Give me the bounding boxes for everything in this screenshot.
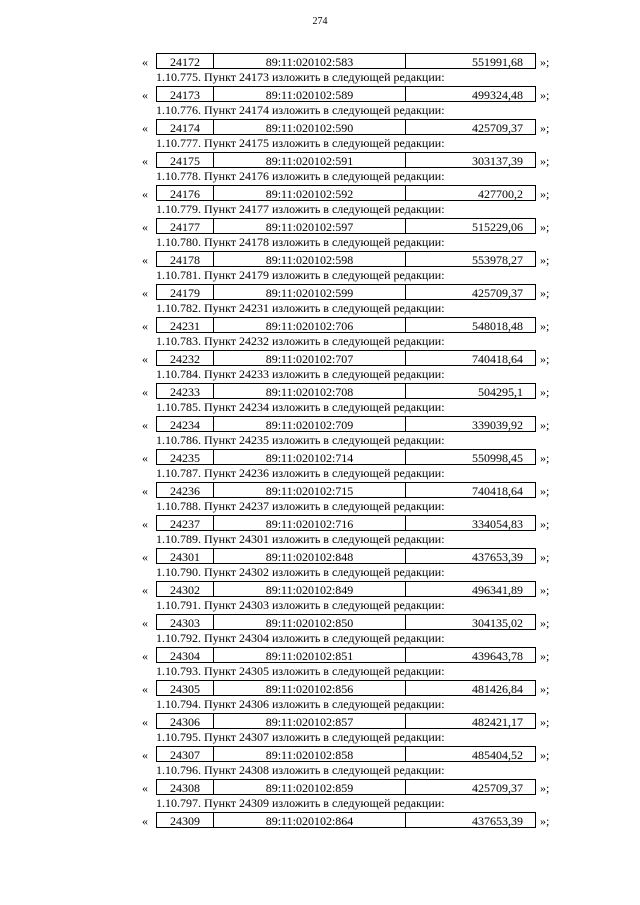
section-heading: 1.10.775. Пункт 24173 изложить в следующей редакции: (156, 70, 445, 84)
cell-item-number: 24176 (157, 186, 214, 200)
cell-value: 437653,39 (472, 814, 523, 828)
close-quote: »; (540, 649, 550, 663)
close-quote: »; (540, 220, 550, 234)
table-row (142, 249, 562, 269)
section-heading: 1.10.787. Пункт 24236 изложить в следующей редакции: (156, 466, 445, 480)
open-quote: « (142, 649, 148, 663)
table-cells (156, 614, 536, 630)
cell-value: 334054,83 (472, 517, 523, 531)
page-number: 274 (312, 16, 328, 27)
section-heading: 1.10.788. Пункт 24237 изложить в следующей редакции: (156, 499, 445, 513)
close-quote: »; (540, 616, 550, 630)
cell-item-number: 24175 (157, 153, 214, 167)
cell-item-number: 24232 (157, 351, 214, 365)
cell-cadastral-number: 89:11:020102:592 (214, 186, 406, 200)
table-row (142, 150, 562, 170)
open-quote: « (142, 55, 148, 69)
table-row (142, 579, 562, 599)
close-quote: »; (540, 286, 550, 300)
open-quote: « (142, 220, 148, 234)
cell-value: 427700,2 (478, 187, 523, 201)
table-row (142, 348, 562, 368)
cell-cadastral-number: 89:11:020102:591 (214, 153, 406, 167)
cell-item-number: 24177 (157, 219, 214, 233)
cell-value: 481426,84 (472, 682, 523, 696)
table-cells (156, 416, 536, 432)
cell-value: 485404,52 (472, 748, 523, 762)
cell-value: 303137,39 (472, 154, 523, 168)
section-heading: 1.10.784. Пункт 24233 изложить в следующей редакции: (156, 367, 445, 381)
table-row (142, 117, 562, 137)
cell-value: 425709,37 (472, 781, 523, 795)
open-quote: « (142, 451, 148, 465)
section-heading: 1.10.791. Пункт 24303 изложить в следующей редакции: (156, 598, 445, 612)
cell-item-number: 24231 (157, 318, 214, 332)
cell-cadastral-number: 89:11:020102:857 (214, 714, 406, 728)
cell-cadastral-number: 89:11:020102:850 (214, 615, 406, 629)
open-quote: « (142, 616, 148, 630)
cell-value: 740418,64 (472, 352, 523, 366)
table-row (142, 513, 562, 533)
close-quote: »; (540, 88, 550, 102)
table-cells (156, 284, 536, 300)
table-cells (156, 647, 536, 663)
cell-cadastral-number: 89:11:020102:599 (214, 285, 406, 299)
cell-value: 496341,89 (472, 583, 523, 597)
document-body (142, 51, 562, 830)
cell-item-number: 24308 (157, 780, 214, 794)
table-row (142, 777, 562, 797)
cell-value: 515229,06 (472, 220, 523, 234)
close-quote: »; (540, 253, 550, 267)
section-heading: 1.10.790. Пункт 24302 изложить в следующей редакции: (156, 565, 445, 579)
open-quote: « (142, 781, 148, 795)
close-quote: »; (540, 484, 550, 498)
open-quote: « (142, 352, 148, 366)
cell-item-number: 24301 (157, 549, 214, 563)
table-cells (156, 218, 536, 234)
table-cells (156, 383, 536, 399)
close-quote: »; (540, 154, 550, 168)
section-heading: 1.10.792. Пункт 24304 изложить в следующей редакции: (156, 631, 445, 645)
cell-value: 437653,39 (472, 550, 523, 564)
table-row (142, 546, 562, 566)
open-quote: « (142, 550, 148, 564)
section-heading: 1.10.797. Пункт 24309 изложить в следующей редакции: (156, 796, 445, 810)
open-quote: « (142, 748, 148, 762)
table-row (142, 414, 562, 434)
cell-cadastral-number: 89:11:020102:708 (214, 384, 406, 398)
open-quote: « (142, 484, 148, 498)
table-cells (156, 86, 536, 102)
open-quote: « (142, 154, 148, 168)
table-cells (156, 746, 536, 762)
section-heading: 1.10.778. Пункт 24176 изложить в следующей редакции: (156, 169, 445, 183)
section-heading: 1.10.793. Пункт 24305 изложить в следующей редакции: (156, 664, 445, 678)
close-quote: »; (540, 55, 550, 69)
open-quote: « (142, 715, 148, 729)
open-quote: « (142, 385, 148, 399)
section-heading: 1.10.796. Пункт 24308 изложить в следующей редакции: (156, 763, 445, 777)
close-quote: »; (540, 814, 550, 828)
open-quote: « (142, 418, 148, 432)
table-cells (156, 317, 536, 333)
cell-cadastral-number: 89:11:020102:583 (214, 54, 406, 68)
table-row (142, 678, 562, 698)
cell-value: 499324,48 (472, 88, 523, 102)
cell-item-number: 24179 (157, 285, 214, 299)
section-heading: 1.10.786. Пункт 24235 изложить в следующей редакции: (156, 433, 445, 447)
close-quote: »; (540, 418, 550, 432)
section-heading: 1.10.783. Пункт 24232 изложить в следующей редакции: (156, 334, 445, 348)
close-quote: »; (540, 121, 550, 135)
open-quote: « (142, 253, 148, 267)
table-cells (156, 779, 536, 795)
table-row (142, 480, 562, 500)
open-quote: « (142, 583, 148, 597)
table-cells (156, 350, 536, 366)
cell-value: 553978,27 (472, 253, 523, 267)
open-quote: « (142, 121, 148, 135)
cell-cadastral-number: 89:11:020102:849 (214, 582, 406, 596)
section-heading: 1.10.777. Пункт 24175 изложить в следующей редакции: (156, 136, 445, 150)
table-row (142, 183, 562, 203)
section-heading: 1.10.785. Пункт 24234 изложить в следующей редакции: (156, 400, 445, 414)
cell-value: 482421,17 (472, 715, 523, 729)
cell-value: 550998,45 (472, 451, 523, 465)
close-quote: »; (540, 352, 550, 366)
cell-cadastral-number: 89:11:020102:590 (214, 120, 406, 134)
table-row (142, 282, 562, 302)
cell-cadastral-number: 89:11:020102:598 (214, 252, 406, 266)
cell-value: 504295,1 (478, 385, 523, 399)
table-cells (156, 680, 536, 696)
close-quote: »; (540, 550, 550, 564)
cell-value: 425709,37 (472, 286, 523, 300)
section-heading: 1.10.794. Пункт 24306 изложить в следующей редакции: (156, 697, 445, 711)
table-row (142, 810, 562, 830)
cell-item-number: 24236 (157, 483, 214, 497)
table-row (142, 315, 562, 335)
table-cells (156, 548, 536, 564)
close-quote: »; (540, 715, 550, 729)
close-quote: »; (540, 451, 550, 465)
table-cells (156, 53, 536, 69)
cell-value: 548018,48 (472, 319, 523, 333)
section-heading: 1.10.781. Пункт 24179 изложить в следующей редакции: (156, 268, 445, 282)
cell-item-number: 24307 (157, 747, 214, 761)
cell-cadastral-number: 89:11:020102:858 (214, 747, 406, 761)
table-row (142, 216, 562, 236)
cell-item-number: 24303 (157, 615, 214, 629)
close-quote: »; (540, 385, 550, 399)
section-heading: 1.10.780. Пункт 24178 изложить в следующей редакции: (156, 235, 445, 249)
cell-item-number: 24172 (157, 54, 214, 68)
close-quote: »; (540, 583, 550, 597)
table-row (142, 84, 562, 104)
table-row (142, 381, 562, 401)
close-quote: »; (540, 319, 550, 333)
cell-cadastral-number: 89:11:020102:716 (214, 516, 406, 530)
table-row (142, 612, 562, 632)
section-heading: 1.10.789. Пункт 24301 изложить в следующей редакции: (156, 532, 445, 546)
cell-cadastral-number: 89:11:020102:709 (214, 417, 406, 431)
table-cells (156, 251, 536, 267)
table-cells (156, 581, 536, 597)
cell-cadastral-number: 89:11:020102:715 (214, 483, 406, 497)
table-row (142, 744, 562, 764)
cell-item-number: 24304 (157, 648, 214, 662)
close-quote: »; (540, 682, 550, 696)
cell-value: 339039,92 (472, 418, 523, 432)
cell-item-number: 24173 (157, 87, 214, 101)
close-quote: »; (540, 517, 550, 531)
table-row (142, 447, 562, 467)
table-cells (156, 812, 536, 828)
section-heading: 1.10.779. Пункт 24177 изложить в следующей редакции: (156, 202, 445, 216)
cell-item-number: 24235 (157, 450, 214, 464)
cell-cadastral-number: 89:11:020102:856 (214, 681, 406, 695)
cell-cadastral-number: 89:11:020102:707 (214, 351, 406, 365)
cell-value: 551991,68 (472, 55, 523, 69)
cell-value: 304135,02 (472, 616, 523, 630)
cell-cadastral-number: 89:11:020102:589 (214, 87, 406, 101)
open-quote: « (142, 187, 148, 201)
table-cells (156, 152, 536, 168)
table-row (142, 711, 562, 731)
open-quote: « (142, 517, 148, 531)
table-cells (156, 185, 536, 201)
table-cells (156, 713, 536, 729)
open-quote: « (142, 319, 148, 333)
cell-cadastral-number: 89:11:020102:851 (214, 648, 406, 662)
open-quote: « (142, 682, 148, 696)
cell-cadastral-number: 89:11:020102:706 (214, 318, 406, 332)
open-quote: « (142, 814, 148, 828)
table-row (142, 51, 562, 71)
cell-item-number: 24302 (157, 582, 214, 596)
cell-cadastral-number: 89:11:020102:859 (214, 780, 406, 794)
close-quote: »; (540, 748, 550, 762)
cell-item-number: 24233 (157, 384, 214, 398)
cell-cadastral-number: 89:11:020102:597 (214, 219, 406, 233)
table-cells (156, 449, 536, 465)
table-row (142, 645, 562, 665)
open-quote: « (142, 88, 148, 102)
cell-value: 740418,64 (472, 484, 523, 498)
section-heading: 1.10.782. Пункт 24231 изложить в следующей редакции: (156, 301, 445, 315)
table-cells (156, 119, 536, 135)
close-quote: »; (540, 187, 550, 201)
cell-item-number: 24305 (157, 681, 214, 695)
table-cells (156, 515, 536, 531)
cell-item-number: 24237 (157, 516, 214, 530)
table-cells (156, 482, 536, 498)
cell-item-number: 24306 (157, 714, 214, 728)
cell-cadastral-number: 89:11:020102:864 (214, 813, 406, 827)
cell-value: 425709,37 (472, 121, 523, 135)
open-quote: « (142, 286, 148, 300)
cell-cadastral-number: 89:11:020102:848 (214, 549, 406, 563)
cell-item-number: 24178 (157, 252, 214, 266)
cell-item-number: 24174 (157, 120, 214, 134)
section-heading: 1.10.776. Пункт 24174 изложить в следующей редакции: (156, 103, 445, 117)
cell-cadastral-number: 89:11:020102:714 (214, 450, 406, 464)
section-heading: 1.10.795. Пункт 24307 изложить в следующей редакции: (156, 730, 445, 744)
cell-item-number: 24234 (157, 417, 214, 431)
close-quote: »; (540, 781, 550, 795)
cell-item-number: 24309 (157, 813, 214, 827)
cell-value: 439643,78 (472, 649, 523, 663)
